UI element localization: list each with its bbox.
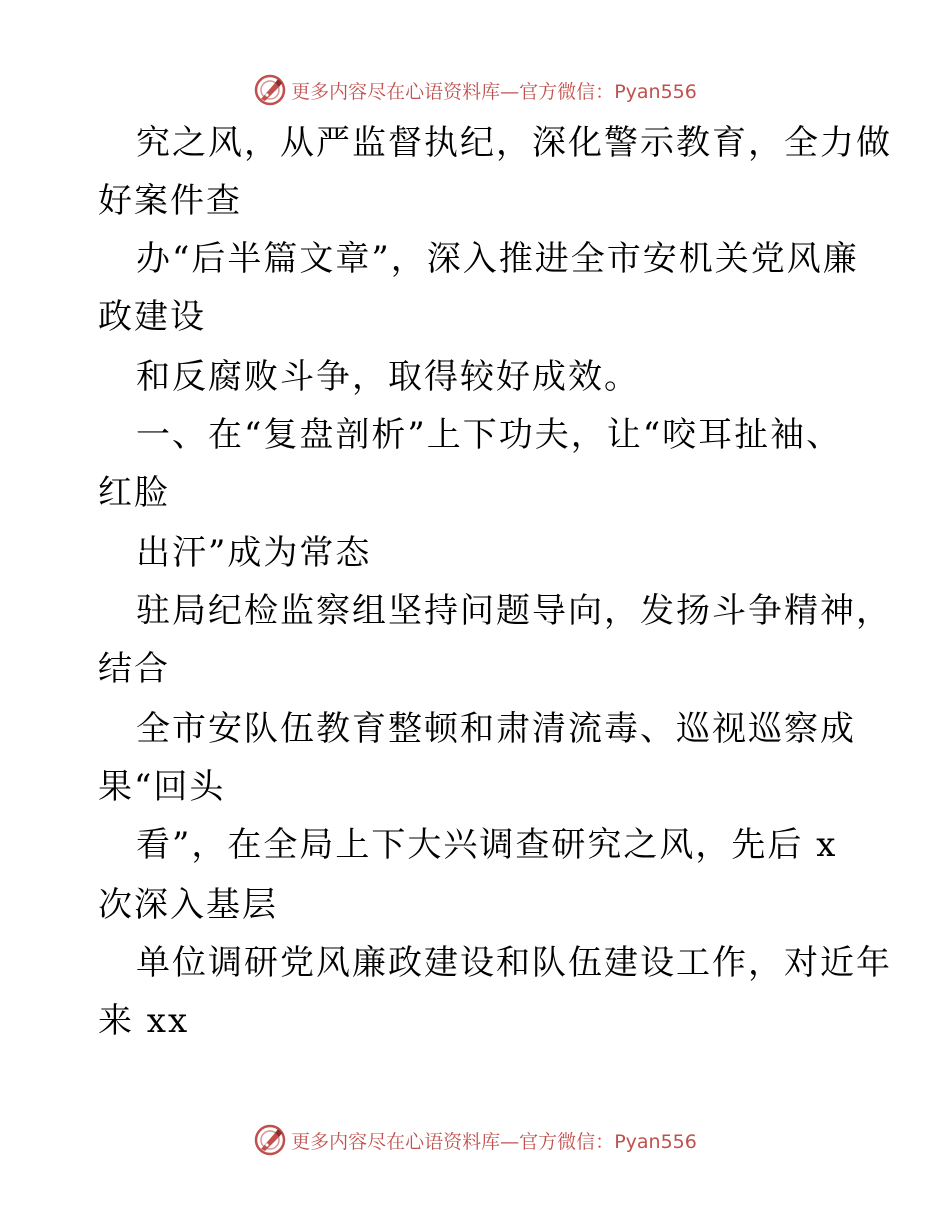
text-line: 究之风，从严监督执纪，深化警示教育，全力做 xyxy=(136,123,892,163)
text-line: 驻局纪检监察组坚持问题导向，发扬斗争精神， xyxy=(136,591,892,631)
text-line: 出汗”成为常态 xyxy=(136,533,372,573)
text-line: 好案件查 xyxy=(98,181,242,221)
watermark-text: 更多内容尽在心语资料库—官方微信：Pyan556 xyxy=(291,80,697,103)
text-line: 办“后半篇文章”，深入推进全市安机关党风廉 xyxy=(136,239,859,279)
text-line: 单位调研党风廉政建设和队伍建设工作，对近年 xyxy=(136,943,892,983)
header-watermark xyxy=(0,70,950,110)
text-line: 次深入基层 xyxy=(98,885,278,925)
text-line: 政建设 xyxy=(98,297,206,337)
text-line: 结合 xyxy=(98,649,170,689)
text-line: 看”，在全局上下大兴调查研究之风，先后 x xyxy=(136,825,838,865)
text-line: 红脸 xyxy=(98,473,170,513)
text-line: 和反腐败斗争，取得较好成效。 xyxy=(136,357,640,397)
text-line: 果“回头 xyxy=(98,767,226,807)
watermark-text: 更多内容尽在心语资料库—官方微信：Pyan556 xyxy=(291,1130,697,1153)
text-line: 全市安队伍教育整顿和肃清流毒、巡视巡察成 xyxy=(136,709,856,749)
pen-nib-logo-icon xyxy=(253,1123,287,1157)
pen-nib-logo-icon xyxy=(253,73,287,107)
text-line: 一、在“复盘剖析”上下功夫，让“咬耳扯袖、 xyxy=(136,415,843,455)
text-line: 来 xx xyxy=(98,1001,190,1041)
footer-watermark xyxy=(0,1120,950,1160)
